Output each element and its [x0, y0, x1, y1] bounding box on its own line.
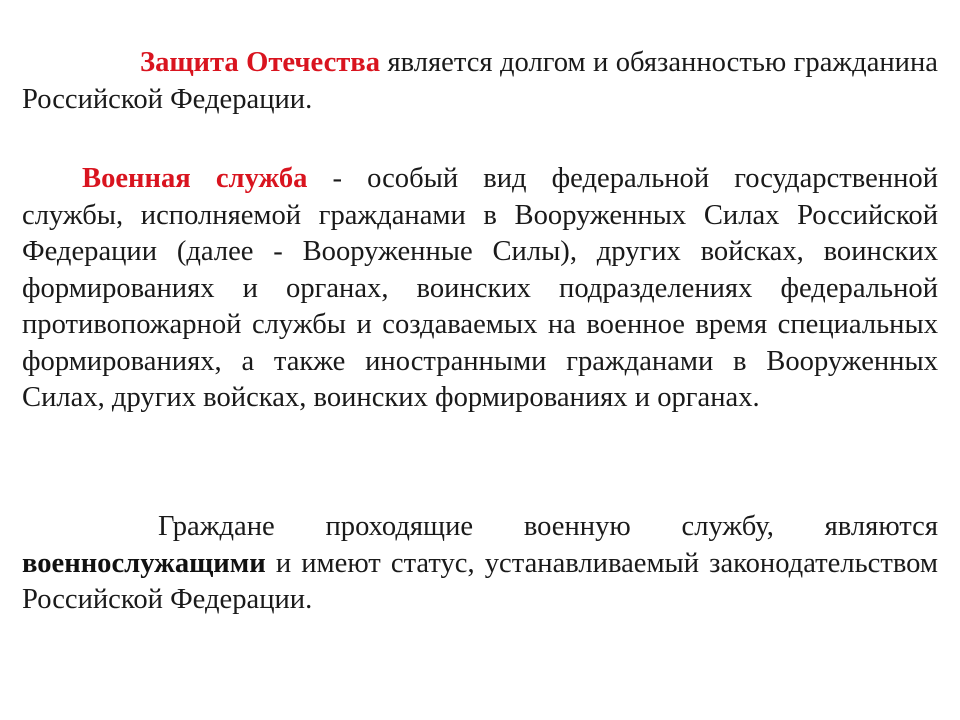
- paragraph3-text-before: Граждане проходящие военную службу, являются: [158, 511, 938, 542]
- paragraph-defense-of-fatherland: [22, 45, 938, 118]
- paragraph2-text: - особый вид федеральной государственной службы, исполняемой гражданами в Вооруженных Силах Российской Федерации (далее - Вооруженные Силы), других войсках, воинских формированиях и органах, воинских подразделениях федеральной противопожарной службы и создаваемых на военное время специальных формированиях, а также иностранными гражданами в Вооруженных Силах, других войсках, воинских формированиях и органах.: [22, 163, 939, 413]
- term-defense-of-fatherland: Защита Отечества: [140, 47, 381, 78]
- term-military-service: Военная служба: [82, 163, 308, 194]
- paragraph1-text: является долгом и обязанностью гражданина Российской Федерации.: [22, 47, 938, 115]
- term-servicemen: военнослужащими: [22, 547, 266, 579]
- paragraph-military-service: [22, 161, 938, 417]
- paragraph3-text-after: и имеют статус, устанавливаемый законодательством Российской Федерации.: [22, 547, 938, 615]
- paragraph-servicemen: [22, 509, 938, 619]
